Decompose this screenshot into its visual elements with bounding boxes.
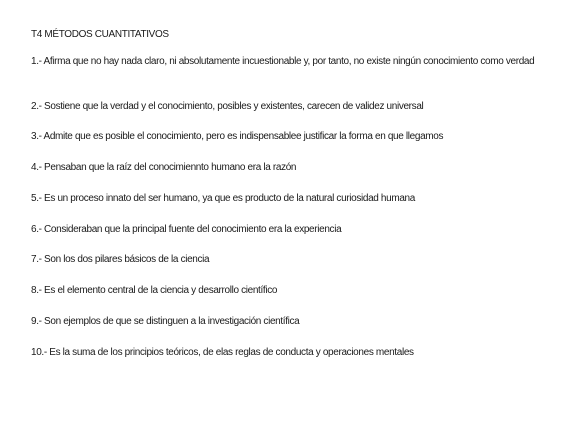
question-item-1: 1.- Afirma que no hay nada claro, ni absolutamente incuestionable y, por tanto, no existe ningún conocimiento como verdad bbox=[31, 56, 535, 67]
question-item-3: 3.- Admite que es posible el conocimiento, pero es indispensablee justificar la forma en que llegamos bbox=[31, 131, 444, 142]
question-item-2: 2.- Sostiene que la verdad y el conocimiento, posibles y existentes, carecen de validez universal bbox=[31, 101, 424, 112]
question-item-5: 5.- Es un proceso innato del ser humano, ya que es producto de la natural curiosidad humana bbox=[31, 193, 415, 204]
question-item-4: 4.- Pensaban que la raíz del conocimiennto humano era la razón bbox=[31, 162, 297, 173]
document-title: T4 MÉTODOS CUANTITATIVOS bbox=[31, 29, 169, 40]
question-item-10: 10.- Es la suma de los principios teóricos, de elas reglas de conducta y operaciones mentales bbox=[31, 347, 414, 358]
question-item-8: 8.- Es el elemento central de la ciencia y desarrollo científico bbox=[31, 285, 278, 296]
question-item-6: 6.- Consideraban que la principal fuente del conocimiento era la experiencia bbox=[31, 224, 342, 235]
question-item-7: 7.- Son los dos pilares básicos de la ciencia bbox=[31, 254, 210, 265]
question-item-9: 9.- Son ejemplos de que se distinguen a la investigación científica bbox=[31, 316, 300, 327]
